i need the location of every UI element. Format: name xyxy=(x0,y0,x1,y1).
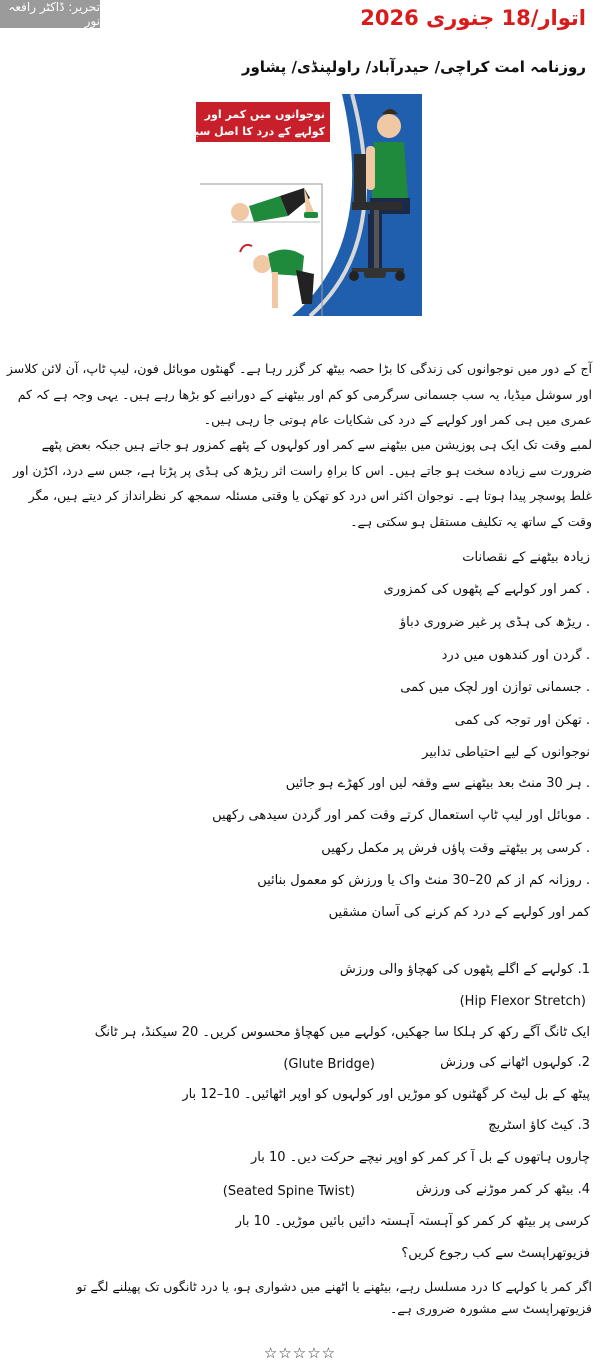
exercise-english: (Hip Flexor Stretch) xyxy=(459,994,586,1009)
date-heading: اتوار/18 جنوری 2026 xyxy=(360,6,586,30)
exercise-desc: ایک ٹانگ آگے رکھ کر ہلکا سا جھکیں، کولہے میں کھچاؤ محسوس کریں۔ 20 سیکنڈ، ہر ٹانگ xyxy=(94,1025,590,1040)
harm-item: . کمر اور کولہے کے پٹھوں کی کمزوری xyxy=(383,582,590,597)
edition-line: روزنامہ امت کراچی/ حیدرآباد/ راولپنڈی/ پشاور xyxy=(241,58,586,76)
harm-item: . تھکن اور توجہ کی کمی xyxy=(454,713,590,728)
exercise-title: 4. بیٹھ کر کمر موڑنے کی ورزش xyxy=(415,1182,590,1197)
precaution-item: . موبائل اور لیپ ٹاپ استعمال کرتے وقت کمر اور گردن سیدھی رکھیں xyxy=(212,808,590,823)
chair-back xyxy=(354,154,366,204)
intro-paragraph-2: لمبے وقت تک ایک ہی پوزیشن میں بیٹھنے سے کمر اور کولہوں کے پٹھے کمزور ہو جاتے ہیں جبکہ بعض پٹھے ضرورت سے زیادہ سخت ہو جاتے ہیں۔ اس کا براہِ راست اثر ریڑھ کی ہڈی پر پڑتا ہے، جس سے درد، اکڑن اور غلط پوسچر پیدا ہوتا ہے۔ نوجوان اکثر اس درد کو تھکن یا وقتی مسئلہ سمجھ کر نظرانداز کر دیتے ہیں، مگر وقت کے ساتھ یہ تکلیف مستقل ہو سکتی ہے۔ xyxy=(12,437,592,529)
footer-stars: ☆☆☆☆☆ xyxy=(263,1344,337,1362)
precaution-item: . روزانہ کم از کم 20–30 منٹ واک یا ورزش کو معمول بنائیں xyxy=(257,873,590,888)
exercise-desc: چاروں ہاتھوں کے بل آ کر کمر کو اوپر نیچے حرکت دیں۔ 10 بار xyxy=(250,1150,590,1165)
exercise-illustration xyxy=(192,94,422,316)
exercise-english: (Glute Bridge) xyxy=(283,1057,375,1072)
harm-item: . گردن اور کندھوں میں درد xyxy=(441,648,590,663)
exercise-english: (Seated Spine Twist) xyxy=(222,1184,355,1199)
harm-item: . جسمانی توازن اور لچک میں کمی xyxy=(400,680,590,695)
illustration-svg xyxy=(192,94,422,316)
caption-line-2: کولہے کے درد کا اصل سبب xyxy=(192,125,325,138)
caption-line-1: نوجوانوں میں کمر اور xyxy=(204,108,325,121)
harm-item: . ریڑھ کی ہڈی پر غیر ضروری دباؤ xyxy=(399,615,590,630)
exercise-title: 2. کولہوں اٹھانے کی ورزش xyxy=(440,1055,590,1070)
harms-heading: زیادہ بیٹھنے کے نقصانات xyxy=(462,550,590,565)
exercise-desc: پیٹھ کے بل لیٹ کر گھٹنوں کو موڑیں اور کولہوں کو اوپر اٹھائیں۔ 10–12 بار xyxy=(182,1087,590,1102)
author-tag: تحریر: ڈاکٹر رافعہ نور xyxy=(0,0,100,28)
exercise-desc: کرسی پر بیٹھ کر کمر کو آہستہ آہستہ دائیں بائیں موڑیں۔ 10 بار xyxy=(235,1214,590,1229)
exercise-title: 1. کولہے کے اگلے پٹھوں کی کھچاؤ والی ورزش xyxy=(339,962,590,977)
precaution-item: . ہر 30 منٹ بعد بیٹھنے سے وقفہ لیں اور کھڑے ہو جائیں xyxy=(285,776,590,791)
exercise-title: 3. کیٹ کاؤ اسٹریچ xyxy=(488,1118,590,1133)
physio-question: فزیوتھراپسٹ سے کب رجوع کریں؟ xyxy=(401,1246,590,1261)
intro-paragraph-1: آج کے دور میں نوجوانوں کی زندگی کا بڑا حصہ بیٹھ کر گزر رہا ہے۔ گھنٹوں موبائل فون، لیپ ٹاپ، آن لائن کلاسز اور سوشل میڈیا، یہ سب جسمانی سرگرمی کو کم اور بیٹھنے کے دورانیے کو بڑھا رہے ہیں۔ یہی وجہ ہے کہ کم عمری میں ہی کمر اور کولہے کے درد کی شکایات عام ہوتی جا رہی ہیں۔ xyxy=(6,361,592,427)
precaution-item: . کرسی پر بیٹھتے وقت پاؤں فرش پر مکمل رکھیں xyxy=(321,841,590,856)
precautions-heading: نوجوانوں کے لیے احتیاطی تدابیر xyxy=(422,745,590,760)
exercises-heading: کمر اور کولہے کے درد کم کرنے کی آسان مشقیں xyxy=(328,905,590,920)
physio-answer: اگر کمر یا کولہے کا درد مسلسل رہے، بیٹھنے یا اٹھنے میں دشواری ہو، یا درد ٹانگوں تک پھیلنے لگے تو فزیوتھراپسٹ سے مشورہ ضروری ہے۔ xyxy=(76,1279,592,1316)
